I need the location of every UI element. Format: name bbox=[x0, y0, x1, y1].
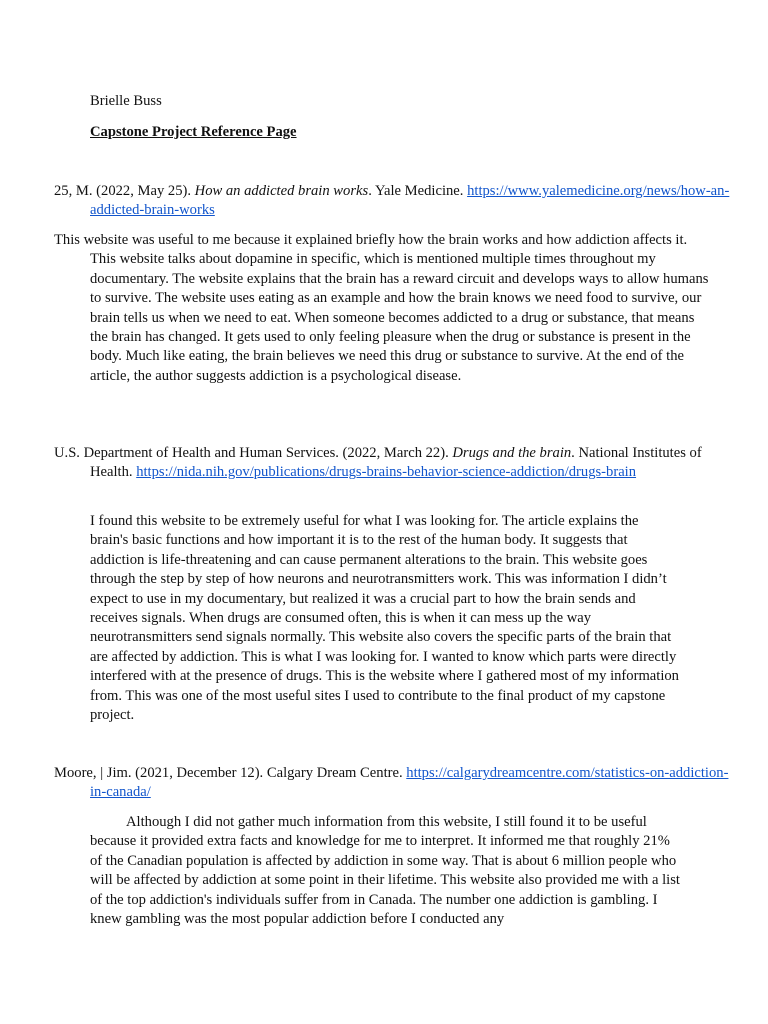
reference-2-link[interactable]: https://nida.nih.gov/publications/drugs-brains-behavior-science-addiction/drugs-brain bbox=[136, 464, 637, 481]
reference-entry-2 bbox=[54, 444, 740, 483]
reference-entry-1 bbox=[54, 182, 740, 221]
reference-entry-3 bbox=[54, 764, 740, 803]
reference-1-title: How an addicted brain works bbox=[194, 183, 369, 199]
page-title: Capstone Project Reference Page bbox=[90, 124, 297, 140]
reference-3-citation-start: Moore, | Jim. (2021, December 12). Calgary Dream Centre. bbox=[54, 765, 407, 781]
reference-2-annotation: I found this website to be extremely useful for what I was looking for. The article explains the brain's basic functions and how important it is to the rest of the human body. It suggests that addiction is life-threatening and can cause permanent alterations to the brain. This website goes through the step by step of how neurons and neurotransmitters work. This was information I didn’t expect to use in my documentary, but realized it was a crucial part to how the brain sends and receives signals. When drugs are consumed often, this is when it can mess up the way neurotransmitters send signals normally. This website also covers the specific parts of the brain that are affected by addiction. This is what I was looking for. I wanted to know which parts were directly interfered with at the presence of drugs. This is the website where I gathered most of my information from. This was one of the most useful sites I used to contribute to the final product of my capstone project. bbox=[90, 513, 679, 724]
reference-1-citation-start: 25, M. (2022, May 25). bbox=[54, 183, 195, 199]
reference-1-citation-end: . Yale Medicine. bbox=[368, 183, 468, 199]
reference-2-citation-start: U.S. Department of Health and Human Services. (2022, March 22). bbox=[54, 445, 453, 461]
reference-2-title: Drugs and the brain bbox=[452, 445, 572, 461]
reference-2-citation-end: . National Institutes of Health. bbox=[90, 445, 702, 481]
reference-3-link[interactable]: https://calgarydreamcentre.com/statistics-on-addiction-in-canada/ bbox=[90, 765, 729, 801]
reference-1-annotation: This website was useful to me because it explained briefly how the brain works and how addiction affects it. This website talks about dopamine in specific, which is mentioned multiple times throughout my documentary. The website explains that the brain has a reward circuit and develops ways to allow humans to survive. The website uses eating as an example and how the brain knows we need food to survive, our brain tells us when we need to eat. When someone becomes addicted to a drug or substance, that means the brain has changed. It gets used to only feeling pleasure when the drug or substance is present in the body. Much like eating, the brain believes we need this drug or substance to survive. At the end of the article, the author suggests addiction is a psychological disease. bbox=[54, 232, 709, 384]
reference-3-annotation: Although I did not gather much information from this website, I still found it to be useful because it provided extra facts and knowledge for me to interpret. It informed me that roughly 21% of the Canadian population is affected by addiction in some way. That is about 6 million people who will be affected by addiction at some point in their lifetime. This website also provided me with a list of the top addiction's individuals suffer from in Canada. The number one addiction is gambling. I knew gambling was the most popular addiction before I conducted any bbox=[90, 814, 680, 928]
author-name: Brielle Buss bbox=[90, 93, 162, 109]
reference-1-link[interactable]: https://www.yalemedicine.org/news/how-an-addicted-brain-works bbox=[90, 183, 730, 219]
